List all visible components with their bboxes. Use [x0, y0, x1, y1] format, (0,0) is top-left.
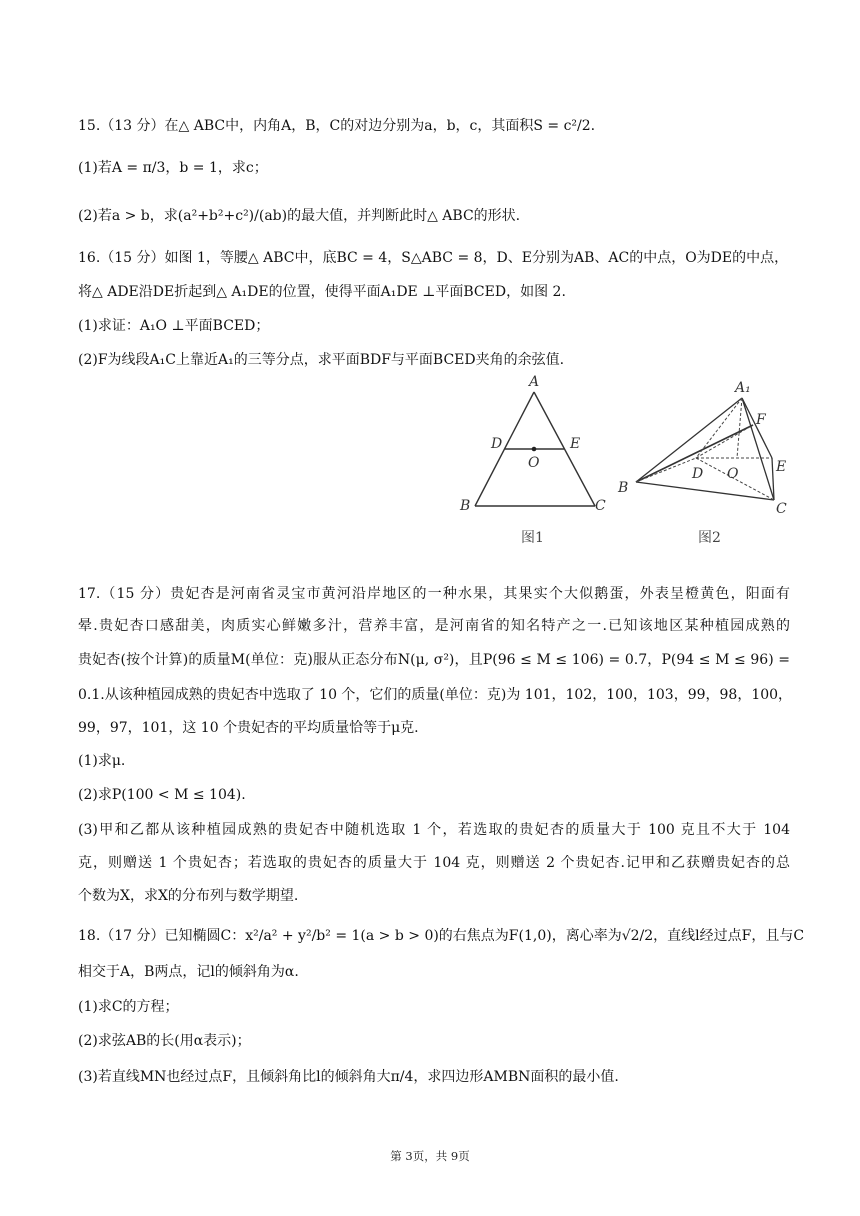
q17-part3-line1: (3)甲和乙都从该种植园成熟的贵妃杏中随机选取 1 个，若选取的贵妃杏的质量大于 100 克且不大于 104	[78, 822, 790, 838]
q18-stem-line2: 相交于A，B两点，记l的倾斜角为α.	[78, 964, 299, 980]
q16-stem-line2: 将△ ADE沿DE折起到△ A₁DE的位置，使得平面A₁DE ⊥平面BCED，如图 2.	[78, 284, 566, 300]
label-F: F	[756, 412, 766, 428]
label-E: E	[570, 436, 581, 452]
label-E: E	[776, 459, 787, 475]
label-B: B	[460, 498, 471, 514]
page-footer: 第 3页，共 9页	[390, 1149, 470, 1163]
q17-part1: (1)求μ.	[78, 753, 126, 769]
figure-1-drawing	[455, 370, 615, 520]
q17-part3-line2: 克，则赠送 1 个贵妃杏；若选取的贵妃杏的质量大于 104 克，则赠送 2 个贵妃杏.记甲和乙获赠贵妃杏的总	[78, 855, 790, 871]
figure-2-drawing	[612, 370, 802, 520]
label-C: C	[776, 501, 787, 517]
figure-1	[455, 370, 615, 520]
q17-line4: 0.1.从该种植园成熟的贵妃杏中选取了 10 个，它们的质量(单位：克)为 101，102，100，103，99，98，100，	[78, 687, 793, 703]
q17-line2: 晕.贵妃杏口感甜美，肉质实心鲜嫩多汁，营养丰富，是河南省的知名特产之一.已知该地区某种植园成熟的	[78, 618, 790, 634]
q18-part2: (2)求弦AB的长(用α表示)；	[78, 1033, 251, 1049]
q15-part2: (2)若a > b，求(a²+b²+c²)/(ab)的最大值，并判断此时△ ABC的形状.	[78, 208, 521, 224]
figure-2-caption: 图2	[698, 530, 721, 546]
q16-part1: (1)求证：A₁O ⊥平面BCED；	[78, 318, 270, 334]
q18-stem-line1: 18.（17 分）已知椭圆C：x²/a² + y²/b² = 1(a > b > 0)的右焦点为F(1,0)，离心率为√2/2，直线l经过点F，且与C	[78, 928, 805, 944]
q17-part3-line3: 个数为X，求X的分布列与数学期望.	[78, 888, 299, 904]
point-O	[532, 447, 537, 452]
q16-stem-line1: 16.（15 分）如图 1，等腰△ ABC中，底BC = 4，S△ABC = 8，D、E分别为AB、AC的中点，O为DE的中点，	[78, 250, 789, 266]
q17-line5: 99，97，101，这 10 个贵妃杏的平均质量恰等于μ克.	[78, 720, 419, 736]
q17-part2: (2)求P(100 < M ≤ 104).	[78, 787, 246, 803]
q15-part1: (1)若A = π/3，b = 1，求c；	[78, 160, 268, 176]
label-O: O	[727, 466, 739, 482]
label-D: D	[491, 436, 503, 452]
q17-line1: 17.（15 分）贵妃杏是河南省灵宝市黄河沿岸地区的一种水果，其果实个大似鹅蛋，外表呈橙黄色，阳面有	[78, 586, 790, 602]
label-C: C	[595, 498, 606, 514]
q17-line3: 贵妃杏(按个计算)的质量M(单位：克)服从正态分布N(μ, σ²)，且P(96 ≤ M ≤ 106) = 0.7，P(94 ≤ M ≤ 96) =	[78, 652, 790, 668]
figure-1-caption: 图1	[521, 530, 544, 546]
q18-part3: (3)若直线MN也经过点F，且倾斜角比l的倾斜角大π/4，求四边形AMBN面积的最小值.	[78, 1069, 619, 1085]
label-A: A	[529, 374, 540, 390]
label-D: D	[692, 466, 704, 482]
q15-stem: 15.（13 分）在△ ABC中，内角A，B，C的对边分别为a，b，c，其面积S = c²/2.	[78, 118, 596, 134]
label-A1: A₁	[735, 380, 751, 396]
q16-part2: (2)F为线段A₁C上靠近A₁的三等分点，求平面BDF与平面BCED夹角的余弦值.	[78, 352, 565, 368]
label-O: O	[528, 455, 540, 471]
label-B: B	[618, 480, 629, 496]
figure-2	[612, 370, 802, 520]
q18-part1: (1)求C的方程；	[78, 999, 179, 1015]
